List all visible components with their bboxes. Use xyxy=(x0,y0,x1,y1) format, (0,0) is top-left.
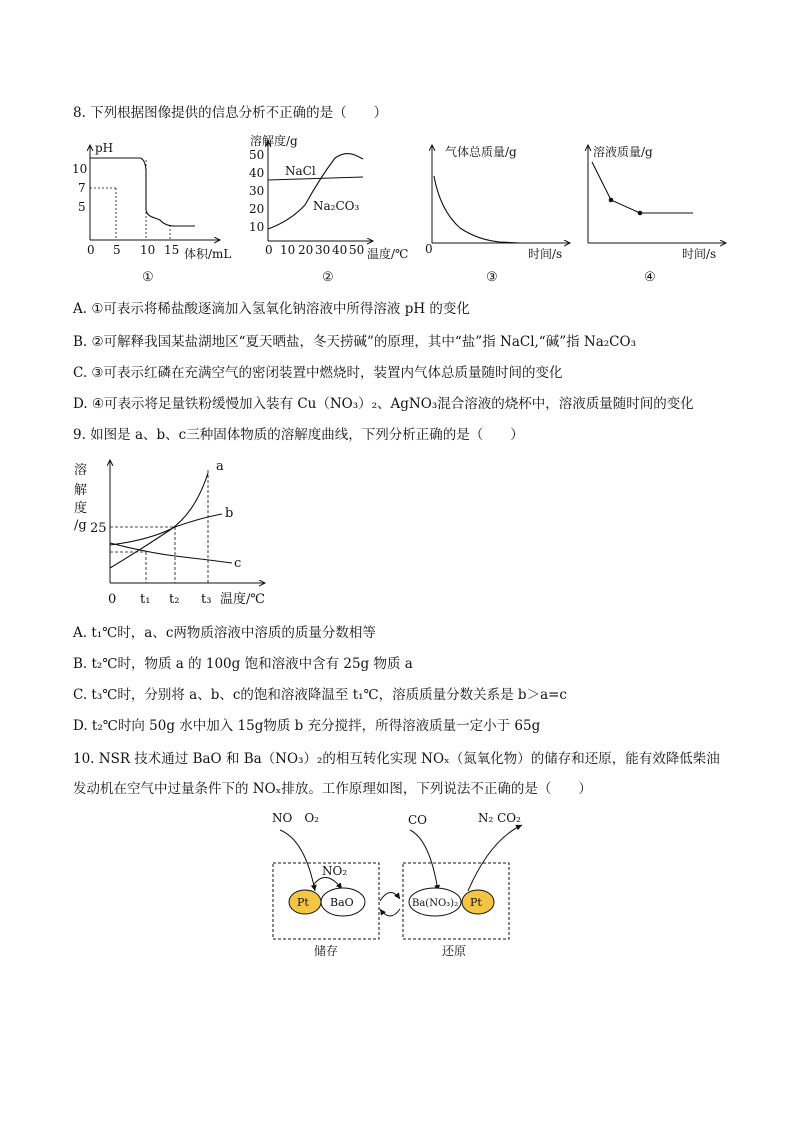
q9-ytick: 25 xyxy=(90,521,107,536)
fig3-xlabel: 时间/s xyxy=(528,247,563,261)
cycle-arrow-top xyxy=(380,892,400,901)
fig2-nacl-label: NaCl xyxy=(285,164,316,178)
q9-curve-b xyxy=(110,514,222,545)
in-right-arrow xyxy=(410,830,438,891)
fig4-turn-point xyxy=(638,211,643,216)
reduction-label: 还原 xyxy=(442,944,467,958)
q10-stem-line2: 发动机在空气中过量条件下的 NOₓ排放。工作原理如图，下列说法不正确的是（ ） xyxy=(73,781,592,797)
fig3-curve xyxy=(434,176,520,243)
q9-xtick: 0 xyxy=(108,592,117,607)
fig2-ytick: 40 xyxy=(249,166,265,180)
fig1-xtick: 10 xyxy=(140,243,156,257)
fig1-ytick: 5 xyxy=(78,200,86,214)
q10-mid-gas: NO₂ xyxy=(322,864,348,878)
q9-xtick: t₂ xyxy=(169,592,180,607)
cycle-arrow-bottom xyxy=(380,909,400,916)
q9-option-b: B. t₂℃时，物质 a 的 100g 饱和溶液中含有 25g 物质 a xyxy=(73,656,413,672)
fig4-ylabel: 溶液质量/g xyxy=(593,145,653,159)
svg-text:Pt: Pt xyxy=(297,896,309,909)
q8-fig3-gas-mass-graph xyxy=(420,140,580,265)
fig2-ytick: 30 xyxy=(249,184,265,198)
q8-fig4-solution-mass-graph xyxy=(578,140,738,265)
q9-ylabel-char: 溶 xyxy=(74,463,88,478)
q9-xtick: t₃ xyxy=(201,592,212,607)
fig1-xlabel: 体积/mL xyxy=(184,247,232,261)
fig2-xtick: 30 xyxy=(315,243,331,257)
q8-option-a: A. ①可表示将稀盐酸逐滴加入氢氧化钠溶液中所得溶液 pH 的变化 xyxy=(73,301,470,317)
q8-option-d: D. ④可表示将足量铁粉缓慢加入装有 Cu（NO₃）₂、AgNO₃混合溶液的烧杯中，溶液质量随时间的变化 xyxy=(73,396,694,412)
q9-label-a: a xyxy=(216,459,224,474)
fig4-curve xyxy=(592,162,693,213)
fig2-xtick: 20 xyxy=(298,243,314,257)
fig2-caption: ② xyxy=(322,270,334,285)
q10-nsr-diagram xyxy=(260,805,550,970)
q9-label-b: b xyxy=(225,506,234,521)
fig1-ytick: 10 xyxy=(72,162,88,176)
fig1-xtick: 15 xyxy=(164,243,180,257)
fig2-xlabel: 温度/℃ xyxy=(367,247,409,261)
q8-stem: 8. 下列根据图像提供的信息分析不正确的是（ ） xyxy=(73,105,388,121)
svg-text:Pt: Pt xyxy=(470,896,482,909)
fig2-xtick: 10 xyxy=(280,243,296,257)
fig3-origin: 0 xyxy=(425,242,433,256)
fig2-xtick: 40 xyxy=(332,243,348,257)
fig1-xtick: 5 xyxy=(113,243,121,257)
q10-out-right: N₂ CO₂ xyxy=(478,811,521,825)
fig1-xtick: 0 xyxy=(87,243,95,257)
storage-label: 储存 xyxy=(314,944,339,958)
q9-label-c: c xyxy=(234,556,242,571)
out-right-arrow xyxy=(468,825,522,891)
fig4-caption: ④ xyxy=(644,270,656,285)
q9-option-a: A. t₁℃时，a、c两物质溶液中溶质的质量分数相等 xyxy=(73,625,376,641)
svg-text:BaO: BaO xyxy=(330,896,354,909)
fig2-ytick: 50 xyxy=(249,148,265,162)
q9-ylabel-char: 度 xyxy=(74,501,88,516)
svg-text:Ba(NO₃)₂: Ba(NO₃)₂ xyxy=(412,898,459,909)
q9-xlabel: 温度/℃ xyxy=(220,592,265,607)
q8-option-b: B. ②可解释我国某盐湖地区“夏天晒盐，冬天捞碱”的原理，其中“盐”指 NaCl,“碱”指 Na₂CO₃ xyxy=(73,334,636,350)
q9-ylabel-char: /g xyxy=(74,518,87,533)
q8-fig2-solubility-graph xyxy=(245,133,425,263)
no2-arrow xyxy=(312,877,342,889)
q8-fig1-ph-graph xyxy=(60,140,230,265)
fig1-ytick: 7 xyxy=(78,181,86,195)
q9-solubility-graph xyxy=(70,455,280,615)
q10-in-left: NO O₂ xyxy=(272,811,319,825)
q10-in-right: CO xyxy=(408,813,428,827)
fig2-na2co3-label: Na₂CO₃ xyxy=(313,199,360,213)
fig4-xlabel: 时间/s xyxy=(682,247,717,261)
q10-stem-line1: 10. NSR 技术通过 BaO 和 Ba（NO₃）₂的相互转化实现 NOₓ（氮氧化物）的储存和还原，能有效降低柴油 xyxy=(73,751,720,767)
fig4-turn-point xyxy=(609,198,614,203)
fig3-ylabel: 气体总质量/g xyxy=(445,145,517,159)
fig2-ytick: 20 xyxy=(249,202,265,216)
q9-option-c: C. t₃℃时，分别将 a、b、c的饱和溶液降温至 t₁℃，溶质质量分数关系是 b＞a=c xyxy=(73,687,567,703)
q9-option-d: D. t₂℃时向 50g 水中加入 15g物质 b 充分搅拌，所得溶液质量一定小于 65g xyxy=(73,718,541,734)
fig1-ylabel: pH xyxy=(95,141,114,155)
fig1-ph-curve xyxy=(90,158,195,226)
fig2-ylabel: 溶解度/g xyxy=(250,134,298,148)
q8-option-c: C. ③可表示红磷在充满空气的密闭装置中燃烧时，装置内气体总质量随时间的变化 xyxy=(73,365,563,381)
fig3-caption: ③ xyxy=(486,270,498,285)
fig2-xtick: 0 xyxy=(265,243,273,257)
in-left-arrow xyxy=(280,830,315,891)
q9-xtick: t₁ xyxy=(140,592,151,607)
q9-ylabel-char: 解 xyxy=(74,483,88,498)
fig2-xtick: 50 xyxy=(349,243,365,257)
fig2-ytick: 10 xyxy=(249,220,265,234)
fig1-caption: ① xyxy=(142,270,154,285)
q9-stem: 9. 如图是 a、b、c三种固体物质的溶解度曲线，下列分析正确的是（ ） xyxy=(73,427,524,443)
q9-curve-c xyxy=(110,543,232,563)
